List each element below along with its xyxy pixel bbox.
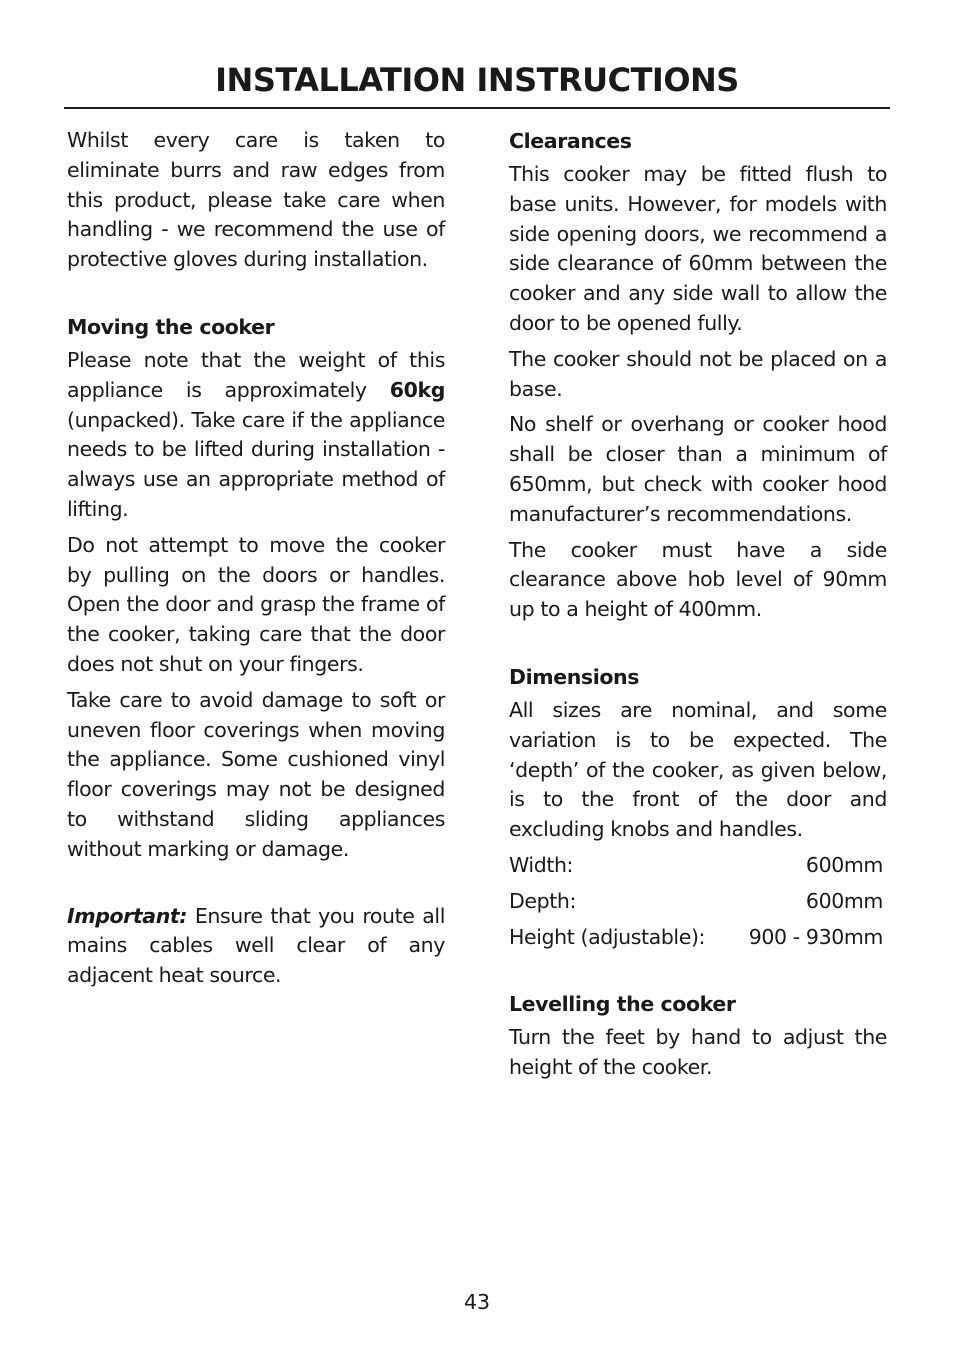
- left-column: [67, 126, 445, 997]
- moving-paragraph-3: Take care to avoid damage to soft or uneven floor coverings when moving the appliance. Some cushioned vinyl floor coverings may not be designed to withstand sliding appliances without marking or damage.: [67, 687, 445, 861]
- page-number: 43: [463, 1290, 491, 1314]
- intro-paragraph: Whilst every care is taken to eliminate burrs and raw edges from this product, please take care when handling - we recommend the use of protective gloves during installation.: [67, 128, 445, 272]
- moving-p1-end: (unpacked). Take care if the appliance needs to be lifted during installation - always use an appropriate method of lifting.: [67, 407, 445, 521]
- dimension-value: 600mm: [805, 888, 883, 913]
- dimension-value: 600mm: [805, 852, 883, 877]
- moving-paragraph-1: [67, 346, 445, 525]
- important-section: [67, 902, 445, 991]
- moving-section: [67, 312, 445, 865]
- clearances-paragraph-3: No shelf or overhang or cooker hood shall be closer than a minimum of 650mm, but check with cooker hood manufacturer’s recommendations.: [509, 412, 887, 526]
- dimensions-heading: Dimensions: [509, 664, 640, 689]
- moving-p1-start: Please note that the weight of this appliance is approximately: [67, 347, 445, 402]
- dimension-value: 900 - 930mm: [748, 924, 883, 949]
- clearances-paragraph-1: This cooker may be fitted flush to base units. However, for models with side opening doors, we recommend a side clearance of 60mm between the cooker and any side wall to allow the door to be opened fully.: [509, 162, 887, 335]
- title-underline: [64, 107, 890, 109]
- dimension-label: Width:: [509, 852, 574, 877]
- clearances-paragraph-4: The cooker must have a side clearance above hob level of 90mm up to a height of 400mm.: [509, 537, 887, 622]
- dimension-row-width: [509, 851, 883, 881]
- levelling-paragraph: Turn the feet by hand to adjust the height of the cooker.: [509, 1025, 887, 1080]
- clearances-paragraph-2: The cooker should not be placed on a base.: [509, 346, 887, 401]
- clearances-heading: Clearances: [509, 129, 632, 153]
- important-paragraph: [67, 902, 445, 991]
- important-label: Important:: [67, 903, 188, 928]
- levelling-section: [509, 989, 887, 1083]
- moving-paragraph-2: Do not attempt to move the cooker by pulling on the doors or handles. Open the door and grasp the frame of the cooker, taking care that the door does not shut on your fingers.: [67, 532, 445, 676]
- dimension-label: Height (adjustable):: [509, 924, 706, 949]
- important-text: Ensure that you route all mains cables well clear of any adjacent heat source.: [67, 903, 445, 988]
- right-column: [509, 126, 887, 1089]
- dimension-row-height: [509, 923, 883, 953]
- levelling-heading: Levelling the cooker: [509, 992, 736, 1017]
- moving-heading: Moving the cooker: [67, 314, 275, 339]
- weight-value: 60kg: [389, 377, 445, 402]
- dimension-label: Depth:: [509, 888, 576, 913]
- dimensions-section: [509, 662, 887, 952]
- dimensions-paragraph: All sizes are nominal, and some variation is to be expected. The ‘depth’ of the cooker, as given below, is to the front of the door and excluding knobs and handles.: [509, 697, 887, 842]
- page-title: INSTALLATION INSTRUCTIONS: [215, 61, 739, 99]
- dimension-row-depth: [509, 887, 883, 917]
